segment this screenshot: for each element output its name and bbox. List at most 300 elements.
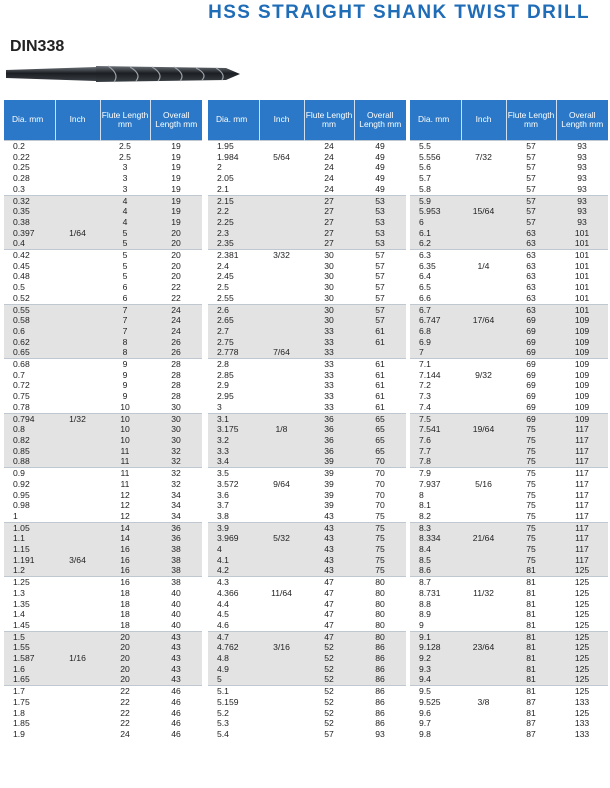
overall-length-cell: 19: [150, 195, 202, 206]
overall-length-cell: 117: [556, 456, 608, 467]
inch-cell: [259, 522, 304, 533]
overall-length-cell: 43: [150, 642, 202, 653]
overall-length-cell: 57: [354, 315, 406, 326]
table-row: [4, 261, 202, 272]
inch-cell: [55, 195, 100, 206]
inch-cell: [461, 359, 506, 370]
overall-length-cell: 117: [556, 479, 608, 490]
table-row: [208, 555, 406, 566]
overall-length-cell: 30: [150, 413, 202, 424]
table-row: [208, 380, 406, 391]
inch-cell: [461, 162, 506, 173]
dia-cell: 8.5: [410, 555, 461, 566]
twist-drill-image: [4, 60, 244, 90]
dia-cell: 6.1: [410, 228, 461, 239]
inch-cell: [461, 456, 506, 467]
dia-cell: 0.22: [4, 152, 55, 163]
flute-length-cell: 57: [506, 184, 556, 195]
flute-length-cell: 39: [304, 490, 354, 501]
table-row: [410, 206, 608, 217]
flute-length-cell: 47: [304, 609, 354, 620]
overall-length-cell: 22: [150, 282, 202, 293]
inch-cell: [259, 293, 304, 304]
table-row: [410, 555, 608, 566]
flute-length-cell: 75: [506, 555, 556, 566]
overall-length-cell: 61: [354, 326, 406, 337]
inch-cell: [55, 565, 100, 576]
table-row: [208, 424, 406, 435]
overall-length-cell: 117: [556, 468, 608, 479]
table-row: [208, 522, 406, 533]
inch-cell: [461, 141, 506, 152]
table-row: [4, 479, 202, 490]
inch-cell: 3/8: [461, 697, 506, 708]
inch-cell: 1/4: [461, 261, 506, 272]
inch-cell: [461, 686, 506, 697]
overall-length-cell: 24: [150, 304, 202, 315]
dia-cell: 3.175: [208, 424, 259, 435]
flute-length-cell: 52: [304, 664, 354, 675]
overall-length-cell: 75: [354, 522, 406, 533]
flute-length-cell: 47: [304, 631, 354, 642]
dia-cell: 8.334: [410, 533, 461, 544]
table-row: [4, 577, 202, 588]
inch-cell: [55, 697, 100, 708]
flute-length-cell: 11: [100, 479, 150, 490]
overall-length-cell: 109: [556, 337, 608, 348]
overall-length-cell: 46: [150, 718, 202, 729]
table-row: [410, 522, 608, 533]
table-row: [410, 217, 608, 228]
flute-length-cell: 22: [100, 718, 150, 729]
dia-cell: 1.4: [4, 609, 55, 620]
inch-cell: [461, 184, 506, 195]
table-row: [4, 391, 202, 402]
table-row: [410, 729, 608, 740]
table-row: [4, 511, 202, 522]
dia-cell: 2.9: [208, 380, 259, 391]
inch-cell: [55, 544, 100, 555]
table-body: [4, 141, 202, 740]
dia-cell: 7.5: [410, 413, 461, 424]
flute-length-cell: 16: [100, 544, 150, 555]
dia-cell: 0.68: [4, 359, 55, 370]
header-inch: Inch: [55, 100, 100, 141]
dia-cell: 8.3: [410, 522, 461, 533]
table-row: [4, 435, 202, 446]
flute-length-cell: 24: [304, 152, 354, 163]
inch-cell: [259, 674, 304, 685]
flute-length-cell: 75: [506, 456, 556, 467]
flute-length-cell: 24: [304, 173, 354, 184]
overall-length-cell: 22: [150, 293, 202, 304]
dia-cell: 1.05: [4, 522, 55, 533]
table-row: [4, 490, 202, 501]
inch-cell: [55, 588, 100, 599]
table-row: [4, 370, 202, 381]
dia-cell: 2.3: [208, 228, 259, 239]
overall-length-cell: 32: [150, 446, 202, 457]
table-row: [410, 642, 608, 653]
table-row: [208, 152, 406, 163]
overall-length-cell: 117: [556, 544, 608, 555]
table-row: [208, 293, 406, 304]
flute-length-cell: 18: [100, 609, 150, 620]
dia-cell: 2.6: [208, 304, 259, 315]
table-row: [410, 708, 608, 719]
flute-length-cell: 75: [506, 500, 556, 511]
overall-length-cell: 61: [354, 380, 406, 391]
inch-cell: [55, 686, 100, 697]
table-row: [208, 337, 406, 348]
table-row: [4, 380, 202, 391]
flute-length-cell: 2.5: [100, 141, 150, 152]
dia-cell: 0.7: [4, 370, 55, 381]
dia-cell: 2.95: [208, 391, 259, 402]
table-row: [410, 359, 608, 370]
table-row: [208, 326, 406, 337]
overall-length-cell: 40: [150, 588, 202, 599]
flute-length-cell: 11: [100, 468, 150, 479]
flute-length-cell: 52: [304, 718, 354, 729]
dia-cell: 2.5: [208, 282, 259, 293]
dia-cell: 7.2: [410, 380, 461, 391]
table-row: [4, 326, 202, 337]
overall-length-cell: 101: [556, 282, 608, 293]
inch-cell: [259, 195, 304, 206]
flute-length-cell: 43: [304, 544, 354, 555]
flute-length-cell: 36: [304, 435, 354, 446]
dia-cell: 8.4: [410, 544, 461, 555]
dia-cell: 5.4: [208, 729, 259, 740]
flute-length-cell: 57: [506, 162, 556, 173]
dia-cell: 6.7: [410, 304, 461, 315]
overall-length-cell: 19: [150, 217, 202, 228]
overall-length-cell: 109: [556, 370, 608, 381]
table-row: [208, 217, 406, 228]
table-row: [208, 533, 406, 544]
table-row: [208, 173, 406, 184]
inch-cell: [461, 250, 506, 261]
flute-length-cell: 63: [506, 271, 556, 282]
flute-length-cell: 43: [304, 555, 354, 566]
table-row: [208, 391, 406, 402]
overall-length-cell: 43: [150, 653, 202, 664]
inch-cell: [55, 402, 100, 413]
dia-cell: 7.9: [410, 468, 461, 479]
dia-cell: 6.5: [410, 282, 461, 293]
table-row: [410, 718, 608, 729]
table-row: [410, 609, 608, 620]
dia-cell: 0.95: [4, 490, 55, 501]
overall-length-cell: 117: [556, 435, 608, 446]
overall-length-cell: 57: [354, 293, 406, 304]
dia-cell: 2.15: [208, 195, 259, 206]
flute-length-cell: 30: [304, 293, 354, 304]
table-row: [208, 500, 406, 511]
overall-length-cell: 61: [354, 370, 406, 381]
flute-length-cell: 81: [506, 631, 556, 642]
table-row: [208, 315, 406, 326]
flute-length-cell: 57: [304, 729, 354, 740]
overall-length-cell: 75: [354, 511, 406, 522]
inch-cell: [259, 500, 304, 511]
inch-cell: [55, 729, 100, 740]
flute-length-cell: 81: [506, 577, 556, 588]
inch-cell: 5/64: [259, 152, 304, 163]
dia-cell: 1.25: [4, 577, 55, 588]
overall-length-cell: 61: [354, 337, 406, 348]
inch-cell: [55, 609, 100, 620]
dia-cell: 3.572: [208, 479, 259, 490]
flute-length-cell: 43: [304, 522, 354, 533]
overall-length-cell: 101: [556, 250, 608, 261]
flute-length-cell: 43: [304, 511, 354, 522]
flute-length-cell: 10: [100, 402, 150, 413]
flute-length-cell: 27: [304, 238, 354, 249]
inch-cell: [259, 141, 304, 152]
table-row: [410, 533, 608, 544]
dia-cell: 9: [410, 620, 461, 631]
inch-cell: [259, 686, 304, 697]
table-row: [208, 674, 406, 685]
flute-length-cell: 81: [506, 708, 556, 719]
dia-cell: 2: [208, 162, 259, 173]
flute-length-cell: 63: [506, 282, 556, 293]
dia-cell: 3.2: [208, 435, 259, 446]
overall-length-cell: 93: [556, 217, 608, 228]
flute-length-cell: 57: [506, 206, 556, 217]
dia-cell: 1.191: [4, 555, 55, 566]
table-row: [208, 490, 406, 501]
dia-cell: 4.3: [208, 577, 259, 588]
dia-cell: 8.9: [410, 609, 461, 620]
dia-cell: 1.1: [4, 533, 55, 544]
table-row: [410, 653, 608, 664]
flute-length-cell: 27: [304, 217, 354, 228]
overall-length-cell: 93: [556, 173, 608, 184]
drill-table-3: [410, 100, 608, 740]
overall-length-cell: 109: [556, 347, 608, 358]
flute-length-cell: 75: [506, 490, 556, 501]
table-row: [208, 359, 406, 370]
dia-cell: 8.6: [410, 565, 461, 576]
overall-length-cell: 49: [354, 173, 406, 184]
table-row: [208, 697, 406, 708]
inch-cell: 9/64: [259, 479, 304, 490]
overall-length-cell: 26: [150, 337, 202, 348]
dia-cell: 1.45: [4, 620, 55, 631]
overall-length-cell: 53: [354, 238, 406, 249]
dia-cell: 0.52: [4, 293, 55, 304]
table-row: [208, 413, 406, 424]
flute-length-cell: 52: [304, 653, 354, 664]
dia-cell: 9.1: [410, 631, 461, 642]
flute-length-cell: 52: [304, 674, 354, 685]
table-row: [410, 238, 608, 249]
header-overall-length: Overall Length mm: [556, 100, 608, 141]
inch-cell: [259, 261, 304, 272]
overall-length-cell: 109: [556, 402, 608, 413]
inch-cell: [461, 609, 506, 620]
inch-cell: [259, 304, 304, 315]
flute-length-cell: 9: [100, 391, 150, 402]
inch-cell: [55, 271, 100, 282]
overall-length-cell: 86: [354, 653, 406, 664]
flute-length-cell: 69: [506, 359, 556, 370]
table-row: [4, 217, 202, 228]
table-row: [410, 141, 608, 152]
inch-cell: [259, 468, 304, 479]
dia-cell: 1.587: [4, 653, 55, 664]
dia-cell: 5: [208, 674, 259, 685]
dia-cell: 0.48: [4, 271, 55, 282]
dia-cell: 6.6: [410, 293, 461, 304]
inch-cell: [55, 479, 100, 490]
dia-cell: 2.55: [208, 293, 259, 304]
overall-length-cell: 40: [150, 609, 202, 620]
overall-length-cell: 19: [150, 152, 202, 163]
overall-length-cell: 49: [354, 162, 406, 173]
inch-cell: [461, 228, 506, 239]
dia-cell: 1.9: [4, 729, 55, 740]
inch-cell: [55, 152, 100, 163]
flute-length-cell: 6: [100, 282, 150, 293]
dia-cell: 3.7: [208, 500, 259, 511]
inch-cell: [259, 162, 304, 173]
table-row: [4, 359, 202, 370]
flute-length-cell: 24: [100, 729, 150, 740]
inch-cell: [259, 402, 304, 413]
dia-cell: 0.55: [4, 304, 55, 315]
overall-length-cell: 86: [354, 718, 406, 729]
table-row: [208, 347, 406, 358]
table-row: [208, 304, 406, 315]
table-row: [410, 664, 608, 675]
overall-length-cell: 109: [556, 413, 608, 424]
overall-length-cell: 19: [150, 206, 202, 217]
table-row: [4, 271, 202, 282]
inch-cell: [55, 456, 100, 467]
flute-length-cell: 33: [304, 347, 354, 358]
inch-cell: [461, 391, 506, 402]
table-row: [208, 729, 406, 740]
inch-cell: [259, 609, 304, 620]
flute-length-cell: 63: [506, 261, 556, 272]
inch-cell: [55, 468, 100, 479]
inch-cell: [259, 544, 304, 555]
dia-cell: 1.15: [4, 544, 55, 555]
flute-length-cell: 69: [506, 337, 556, 348]
dia-cell: 8.7: [410, 577, 461, 588]
dia-cell: 9.128: [410, 642, 461, 653]
table-row: [4, 304, 202, 315]
flute-length-cell: 69: [506, 402, 556, 413]
table-row: [410, 577, 608, 588]
overall-length-cell: 65: [354, 446, 406, 457]
flute-length-cell: 5: [100, 228, 150, 239]
overall-length-cell: 133: [556, 729, 608, 740]
inch-cell: [55, 446, 100, 457]
flute-length-cell: 69: [506, 315, 556, 326]
flute-length-cell: 7: [100, 315, 150, 326]
inch-cell: [461, 565, 506, 576]
flute-length-cell: 57: [506, 195, 556, 206]
overall-length-cell: 117: [556, 424, 608, 435]
table-row: [208, 653, 406, 664]
flute-length-cell: 75: [506, 424, 556, 435]
flute-length-cell: 8: [100, 337, 150, 348]
table-row: [4, 653, 202, 664]
inch-cell: [55, 250, 100, 261]
table-row: [208, 141, 406, 152]
overall-length-cell: 93: [556, 162, 608, 173]
flute-length-cell: 20: [100, 631, 150, 642]
dia-cell: 1.75: [4, 697, 55, 708]
overall-length-cell: 86: [354, 686, 406, 697]
dia-cell: 4.4: [208, 599, 259, 610]
dia-cell: 0.82: [4, 435, 55, 446]
header-flute-length: Flute Length mm: [304, 100, 354, 141]
dia-cell: 7.4: [410, 402, 461, 413]
overall-length-cell: 133: [556, 697, 608, 708]
flute-length-cell: 18: [100, 599, 150, 610]
dia-cell: 0.4: [4, 238, 55, 249]
inch-cell: [55, 424, 100, 435]
overall-length-cell: 40: [150, 599, 202, 610]
overall-length-cell: 53: [354, 228, 406, 239]
flute-length-cell: 81: [506, 609, 556, 620]
table-row: [410, 424, 608, 435]
inch-cell: [55, 664, 100, 675]
dia-cell: 7.7: [410, 446, 461, 457]
table-row: [208, 250, 406, 261]
flute-length-cell: 39: [304, 468, 354, 479]
overall-length-cell: 93: [556, 141, 608, 152]
overall-length-cell: 109: [556, 359, 608, 370]
inch-cell: 11/32: [461, 588, 506, 599]
flute-length-cell: 9: [100, 380, 150, 391]
inch-cell: [259, 282, 304, 293]
overall-length-cell: 19: [150, 184, 202, 195]
flute-length-cell: 10: [100, 413, 150, 424]
table-row: [208, 577, 406, 588]
dia-cell: 6.4: [410, 271, 461, 282]
flute-length-cell: 24: [304, 162, 354, 173]
dia-cell: 5.8: [410, 184, 461, 195]
flute-length-cell: 69: [506, 413, 556, 424]
overall-length-cell: 93: [556, 206, 608, 217]
dia-cell: 0.397: [4, 228, 55, 239]
flute-length-cell: 3: [100, 162, 150, 173]
flute-length-cell: 33: [304, 359, 354, 370]
dia-cell: 0.45: [4, 261, 55, 272]
inch-cell: [461, 718, 506, 729]
standard-label: DIN338: [10, 38, 65, 55]
flute-length-cell: 81: [506, 599, 556, 610]
dia-cell: 2.45: [208, 271, 259, 282]
inch-cell: [259, 228, 304, 239]
overall-length-cell: 28: [150, 391, 202, 402]
inch-cell: 1/64: [55, 228, 100, 239]
table-row: [410, 565, 608, 576]
dia-cell: 4.9: [208, 664, 259, 675]
overall-length-cell: 75: [354, 533, 406, 544]
flute-length-cell: 75: [506, 435, 556, 446]
table-row: [410, 588, 608, 599]
overall-length-cell: 125: [556, 620, 608, 631]
flute-length-cell: 27: [304, 206, 354, 217]
